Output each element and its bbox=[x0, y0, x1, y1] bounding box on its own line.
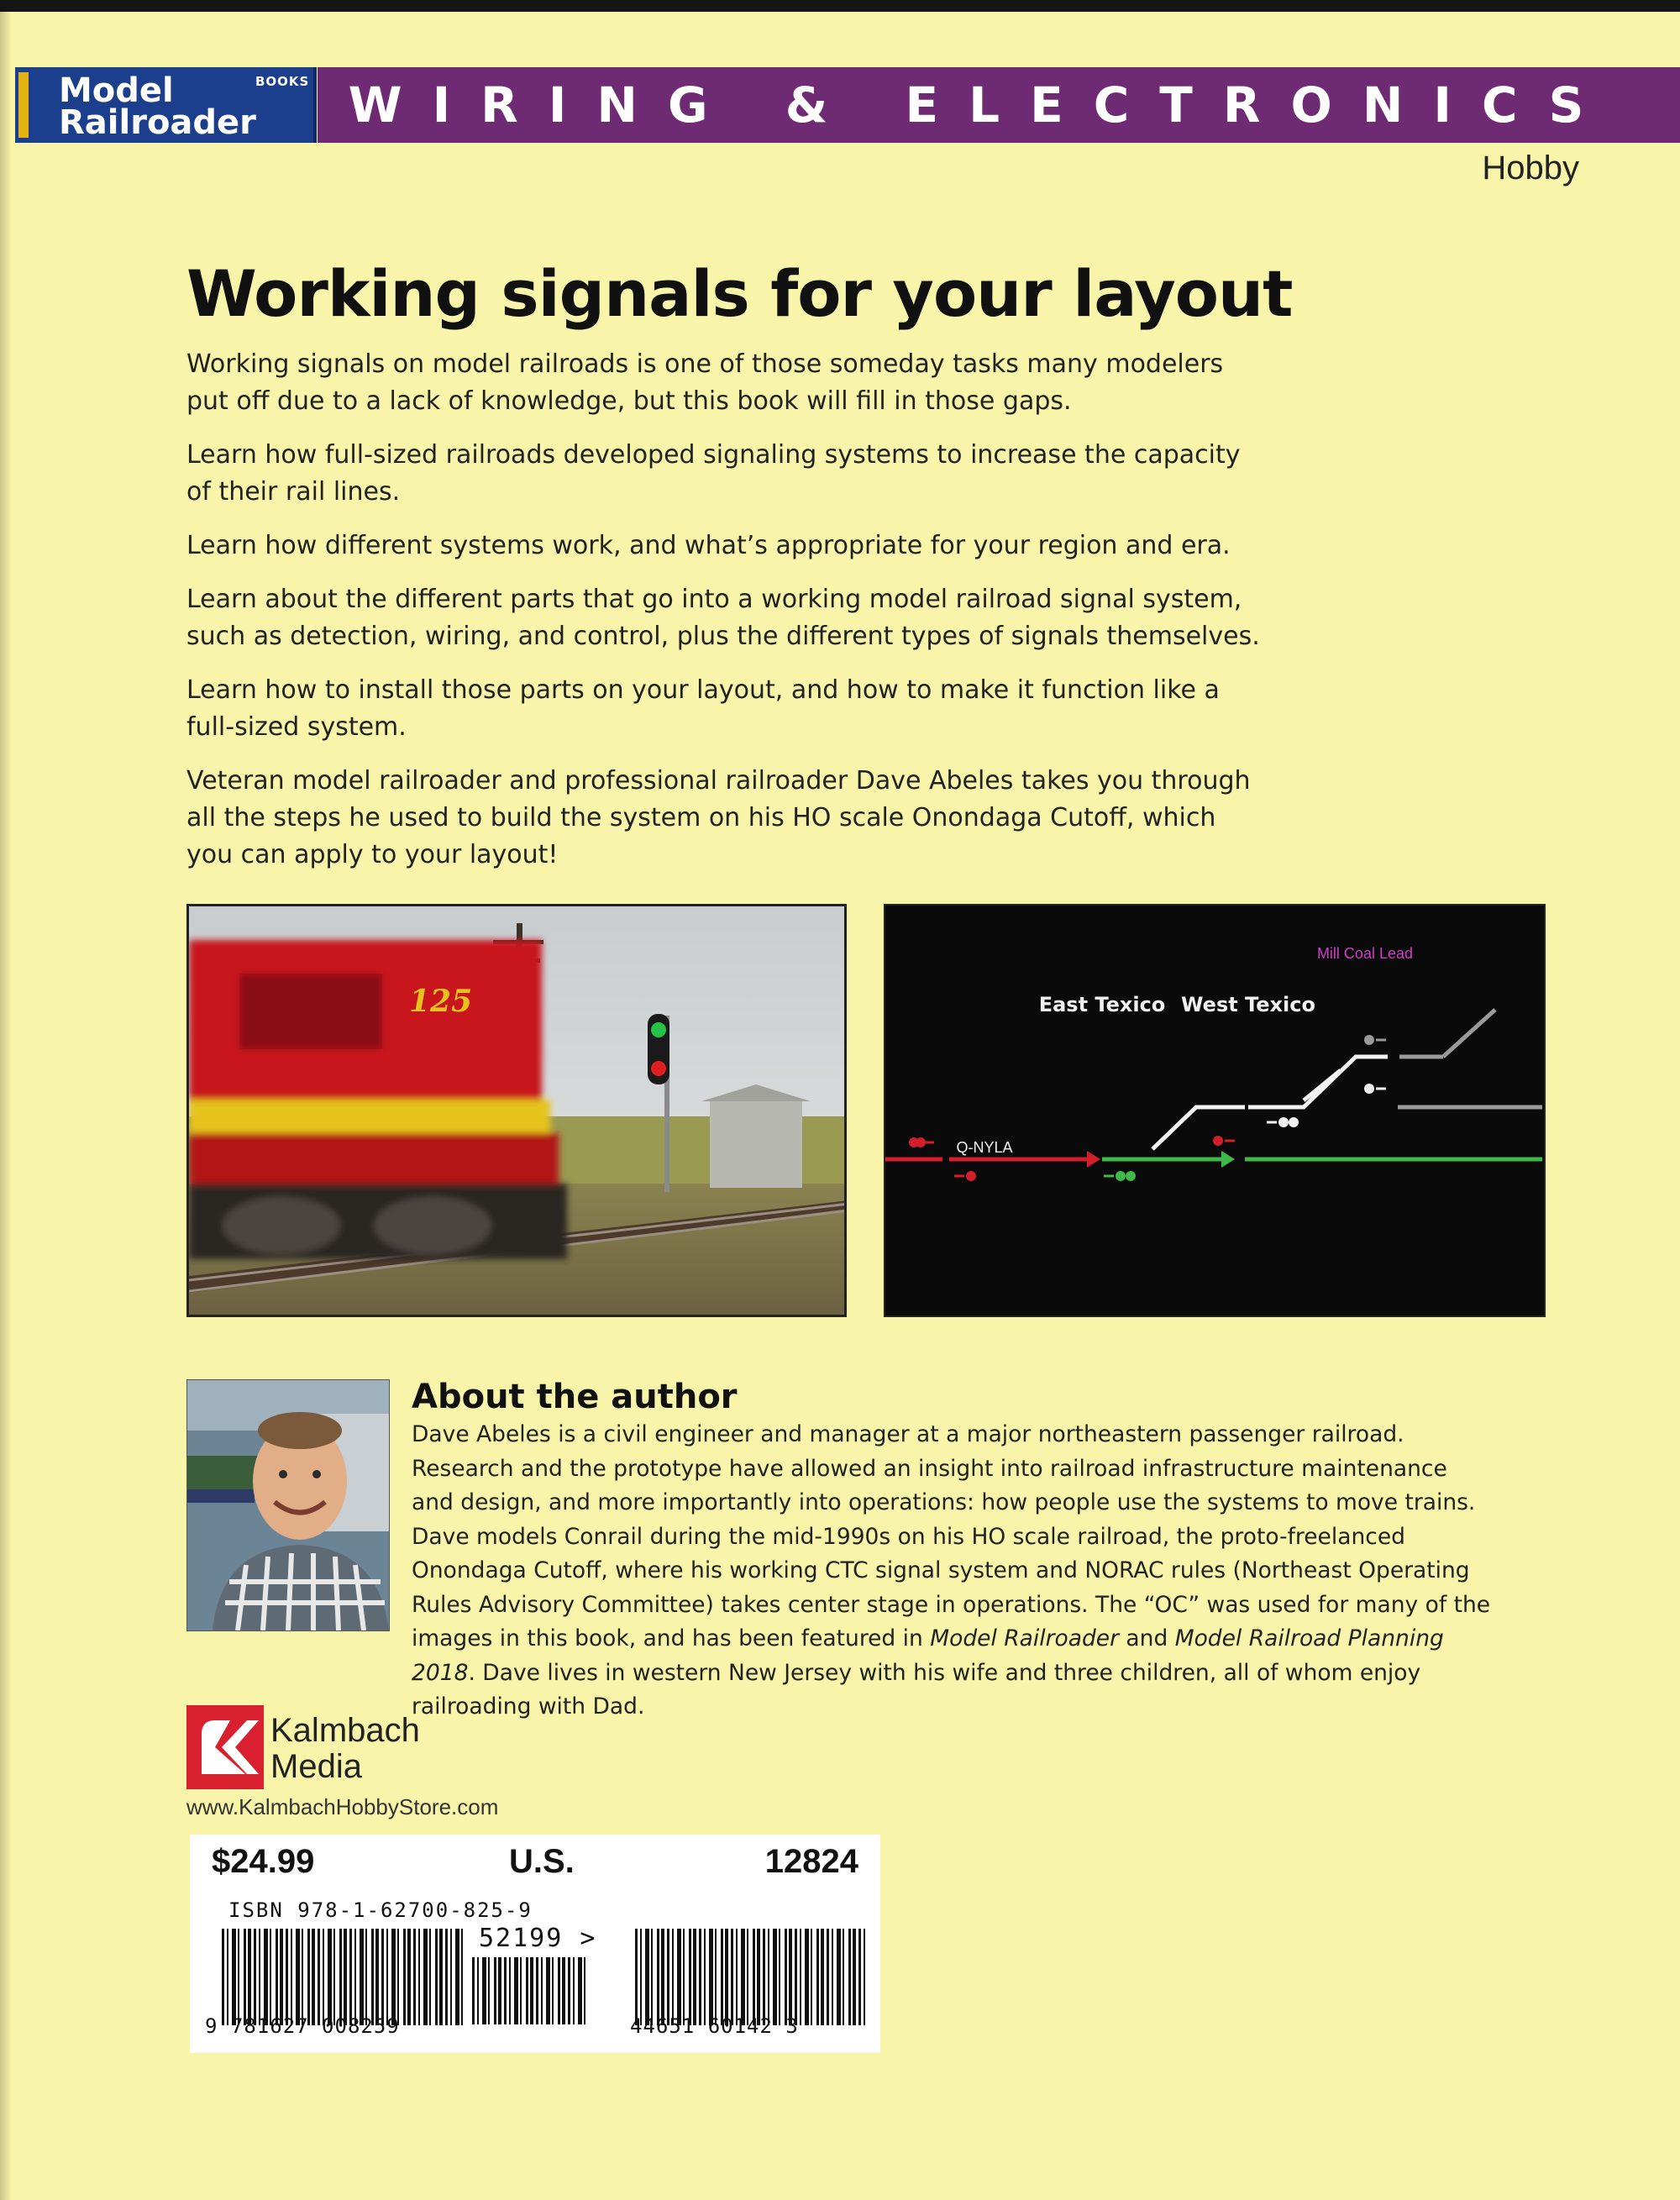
author-bio-title: Model Railroader bbox=[930, 1625, 1119, 1651]
description-paragraph: Learn about the different parts that go into a working model railroad signal system, such as detection, wiring, and control, plus the different types of signals themselves. bbox=[186, 585, 1260, 651]
currency: U.S. bbox=[509, 1843, 575, 1880]
brand-books-tag: BOOKS bbox=[255, 74, 310, 89]
author-photo bbox=[186, 1379, 390, 1631]
author-bio-title: Model Railroad Planning 2018 bbox=[412, 1625, 1444, 1686]
author-bio-text: Dave Abeles is a civil engineer and manager at a major northeastern passenger railroad. Research and the prototype have allowed an insight into railroad infrastructure maintenance and design, and more importantly into operations: how people use the systems to move trains. Dave models Conrail during the mid-1990s on his HO scale railroad, the proto-freelanced Onondaga Cutoff, where his working CTC signal system and NORAC rules (Northeast Operating Rules Advisory Committee) takes center stage in operations. The “OC” was used for many of the images in this book, and has been featured in bbox=[412, 1421, 1491, 1651]
kalmbach-logo-icon bbox=[186, 1705, 264, 1789]
addon-barcode bbox=[472, 1957, 586, 2024]
category-label: Hobby bbox=[1482, 150, 1579, 186]
price-addon-code: 52199 > bbox=[479, 1924, 597, 1953]
author-portrait bbox=[187, 1380, 389, 1630]
description-paragraph: Learn how to install those parts on your layout, and how to make it function like a full-sized system. bbox=[186, 675, 1220, 742]
label-west-texico: West Texico bbox=[1181, 993, 1315, 1016]
brand-accent-stripe bbox=[18, 72, 29, 138]
ean-barcode bbox=[222, 1929, 465, 2025]
price: $24.99 bbox=[212, 1843, 315, 1880]
headline: Working signals for your layout bbox=[186, 256, 1293, 331]
description-paragraph: Learn how full-sized railroads developed signaling systems to increase the capacity of their rail lines. bbox=[186, 440, 1241, 507]
label-east-texico: East Texico bbox=[1038, 993, 1166, 1016]
author-bio-text: and bbox=[1119, 1625, 1175, 1651]
isbn: ISBN 978-1-62700-825-9 bbox=[228, 1898, 533, 1922]
item-number: 12824 bbox=[764, 1843, 858, 1880]
author-bio bbox=[412, 1418, 1495, 1725]
locomotive-photo-image bbox=[189, 906, 847, 1317]
description-paragraph: Working signals on model railroads is one of those someday tasks many modelers put off due to a lack of knowledge, but this book will fill in those gaps. bbox=[186, 349, 1224, 416]
author-bio-text: . Dave lives in western New Jersey with his wife and three children, all of whom enjoy railroading with Dad. bbox=[412, 1659, 1421, 1720]
description bbox=[186, 346, 1270, 890]
publisher-url[interactable]: www.KalmbachHobbyStore.com bbox=[186, 1794, 499, 1819]
signal-diagram-graphic bbox=[885, 906, 1546, 1317]
upc-barcode bbox=[635, 1929, 866, 2025]
barcode-panel bbox=[190, 1835, 880, 2053]
series-title: WIRING & ELECTRONICS bbox=[348, 76, 1614, 134]
publisher-name: Kalmbach bbox=[270, 1712, 420, 1749]
locomotive-photo bbox=[186, 904, 847, 1317]
description-paragraph: Veteran model railroader and professional railroader Dave Abeles takes you through all the steps he used to build the system on his HO scale Onondaga Cutoff, which you can apply to your layout! bbox=[186, 766, 1251, 869]
author-heading: About the author bbox=[412, 1378, 738, 1416]
label-train-symbol: Q-NYLA bbox=[956, 1139, 1013, 1156]
spine-shadow bbox=[0, 12, 12, 2200]
description-paragraph: Learn how different systems work, and what’s appropriate for your region and era. bbox=[186, 531, 1231, 560]
signal-diagram bbox=[884, 904, 1546, 1317]
publisher-name-line2: Media bbox=[270, 1748, 362, 1785]
ean-digits: 9 781627 008259 bbox=[205, 2014, 400, 2038]
publisher-brand-logo bbox=[15, 67, 317, 143]
upc-digits: 44651 60142 3 bbox=[630, 2014, 799, 2038]
scan-edge bbox=[0, 0, 1680, 12]
cab-number: 125 bbox=[409, 984, 473, 1019]
label-mill-coal-lead: Mill Coal Lead bbox=[1316, 945, 1413, 962]
brand-word-railroader: Railroader bbox=[59, 103, 256, 142]
brand-word-model: Model bbox=[59, 71, 174, 110]
